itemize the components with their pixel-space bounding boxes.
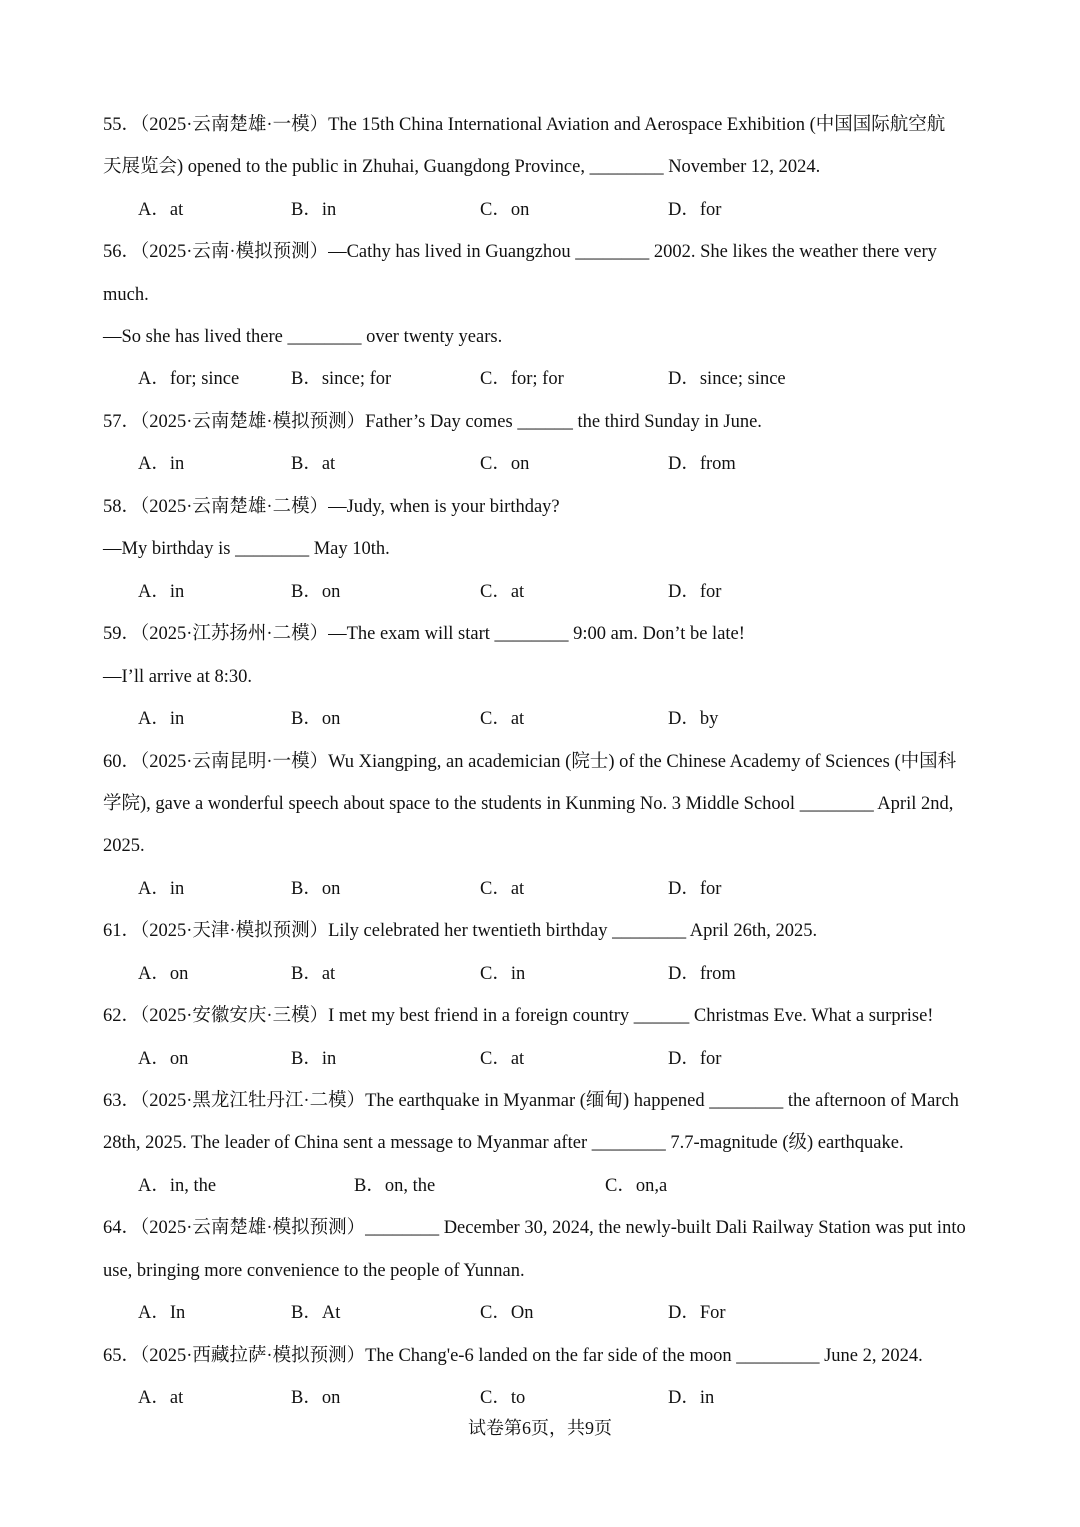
- question-60-option-d: D．for: [668, 879, 722, 899]
- question-56-option-b: B．since; for: [291, 369, 392, 389]
- question-58-option-a: A．in: [138, 582, 185, 602]
- question-61-option-a: A．on: [138, 964, 189, 984]
- question-63-option-c: C．on,a: [605, 1176, 668, 1196]
- question-60-text: 60．（2025·云南昆明·一模）Wu Xiangping, an academician (院士) of the Chinese Academy of Sciences (中国科: [103, 752, 957, 772]
- question-57-text: 57．（2025·云南楚雄·模拟预测）Father’s Day comes ______ the third Sunday in June.: [103, 412, 762, 432]
- question-55-option-a: A．at: [138, 200, 184, 220]
- question-65-option-c: C．to: [480, 1388, 526, 1408]
- question-57-option-d: D．from: [668, 454, 736, 474]
- question-59-option-c: C．at: [480, 709, 525, 729]
- question-63-text: 63．（2025·黑龙江牡丹江·二模）The earthquake in Myanmar (缅甸) happened ________ the afternoon of March: [103, 1091, 959, 1111]
- question-55-option-d: D．for: [668, 200, 722, 220]
- question-64-text: use, bringing more convenience to the people of Yunnan.: [103, 1261, 525, 1281]
- question-59-text: 59．（2025·江苏扬州·二模）—The exam will start ________ 9:00 am. Don’t be late!: [103, 624, 745, 644]
- question-60-text: 学院), gave a wonderful speech about space to the students in Kunming No. 3 Middle School ________ April 2nd,: [103, 794, 954, 814]
- question-64-option-c: C．On: [480, 1303, 534, 1323]
- question-63-text: 28th, 2025. The leader of China sent a message to Myanmar after ________ 7.7-magnitude (级) earthquake.: [103, 1133, 904, 1153]
- question-57-option-b: B．at: [291, 454, 336, 474]
- question-60-option-a: A．in: [138, 879, 185, 899]
- question-58-text: 58．（2025·云南楚雄·二模）—Judy, when is your birthday?: [103, 497, 560, 517]
- question-64-option-a: A．In: [138, 1303, 186, 1323]
- question-55-option-b: B．in: [291, 200, 337, 220]
- question-60-text: 2025.: [103, 836, 145, 856]
- question-59-text: —I’ll arrive at 8:30.: [103, 667, 252, 687]
- question-61-option-d: D．from: [668, 964, 736, 984]
- question-58-text: —My birthday is ________ May 10th.: [103, 539, 390, 559]
- question-56-option-a: A．for; since: [138, 369, 240, 389]
- question-55-text: 55．（2025·云南楚雄·一模）The 15th China International Aviation and Aerospace Exhibition (中国国际航空航: [103, 115, 946, 135]
- question-61-text: 61．（2025·天津·模拟预测）Lily celebrated her twentieth birthday ________ April 26th, 2025.: [103, 921, 818, 941]
- question-57-option-a: A．in: [138, 454, 185, 474]
- question-58-option-c: C．at: [480, 582, 525, 602]
- question-61-option-b: B．at: [291, 964, 336, 984]
- question-62-option-c: C．at: [480, 1049, 525, 1069]
- question-59-option-b: B．on: [291, 709, 341, 729]
- question-59-option-a: A．in: [138, 709, 185, 729]
- question-60-option-b: B．on: [291, 879, 341, 899]
- question-58-option-d: D．for: [668, 582, 722, 602]
- question-55-text: 天展览会) opened to the public in Zhuhai, Guangdong Province, ________ November 12, 2024.: [103, 157, 821, 177]
- question-60-option-c: C．at: [480, 879, 525, 899]
- question-56-text: much.: [103, 285, 149, 305]
- question-64-option-b: B．At: [291, 1303, 341, 1323]
- question-65-text: 65．（2025·西藏拉萨·模拟预测）The Chang'e-6 landed on the far side of the moon _________ June 2, 2024.: [103, 1346, 923, 1366]
- page-footer: 试卷第6页，共9页: [468, 1418, 612, 1438]
- question-56-text: 56．（2025·云南·模拟预测）—Cathy has lived in Guangzhou ________ 2002. She likes the weather there very: [103, 242, 937, 262]
- question-65-option-a: A．at: [138, 1388, 184, 1408]
- question-56-option-c: C．for; for: [480, 369, 564, 389]
- question-61-option-c: C．in: [480, 964, 526, 984]
- question-57-option-c: C．on: [480, 454, 530, 474]
- question-62-text: 62．（2025·安徽安庆·三模）I met my best friend in a foreign country ______ Christmas Eve. What a surprise!: [103, 1006, 934, 1026]
- question-63-option-b: B．on, the: [354, 1176, 436, 1196]
- question-59-option-d: D．by: [668, 709, 719, 729]
- question-65-option-d: D．in: [668, 1388, 715, 1408]
- question-65-option-b: B．on: [291, 1388, 341, 1408]
- question-56-text: —So she has lived there ________ over twenty years.: [103, 327, 503, 347]
- question-64-option-d: D．For: [668, 1303, 726, 1323]
- question-58-option-b: B．on: [291, 582, 341, 602]
- question-62-option-b: B．in: [291, 1049, 337, 1069]
- question-64-text: 64．（2025·云南楚雄·模拟预测）________ December 30, 2024, the newly-built Dali Railway Station was put into: [103, 1218, 966, 1238]
- question-62-option-d: D．for: [668, 1049, 722, 1069]
- question-55-option-c: C．on: [480, 200, 530, 220]
- question-56-option-d: D．since; since: [668, 369, 786, 389]
- question-63-option-a: A．in, the: [138, 1176, 217, 1196]
- question-62-option-a: A．on: [138, 1049, 189, 1069]
